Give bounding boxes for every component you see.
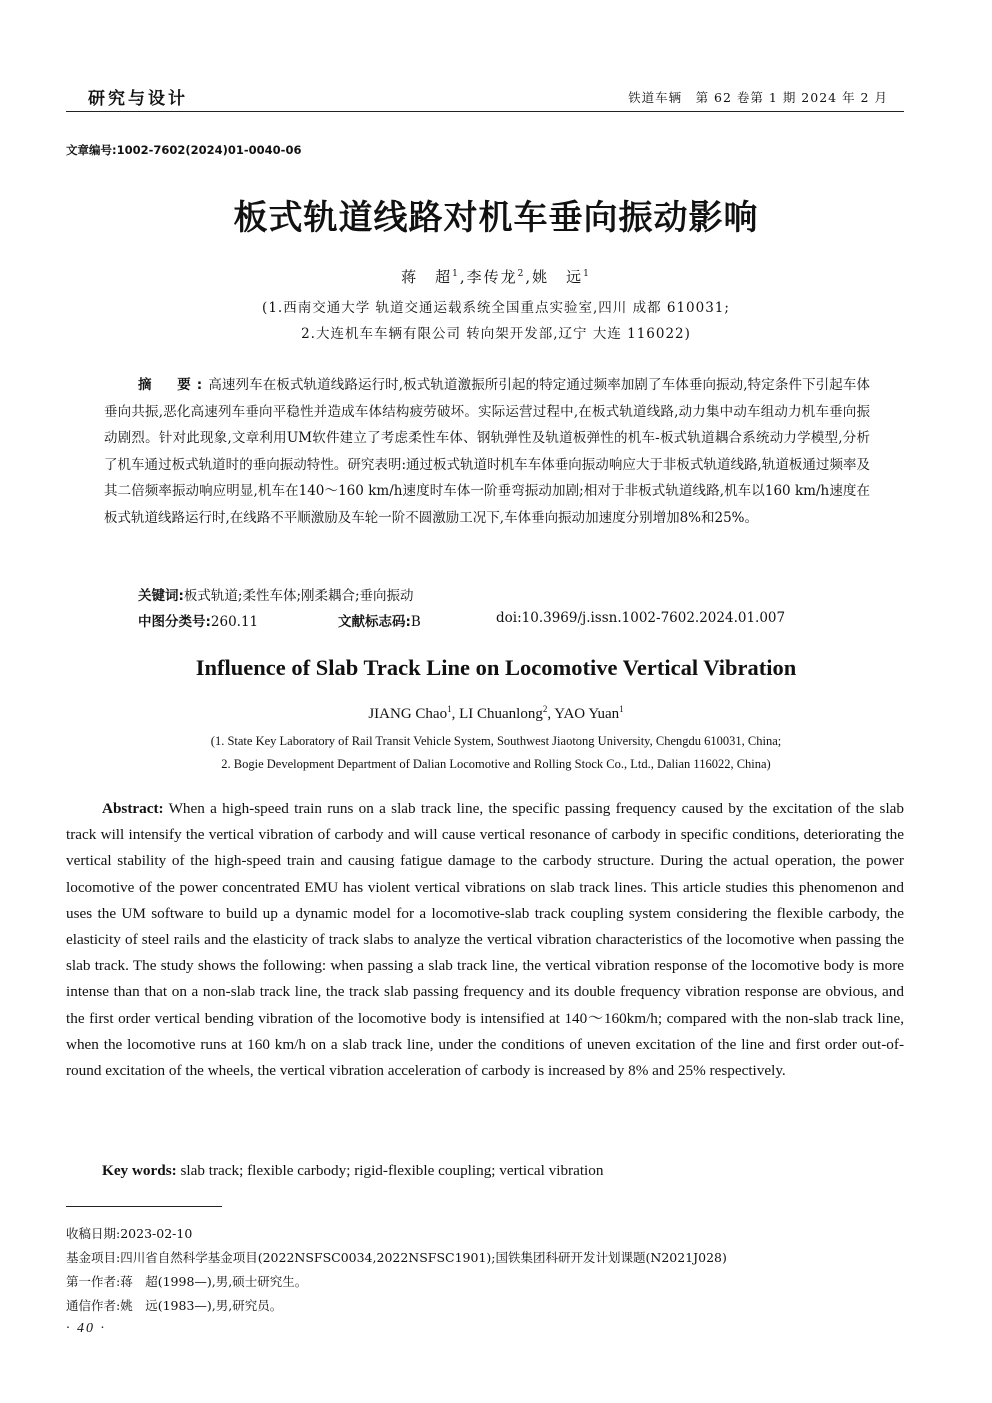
keywords-chinese-label: 关键词:: [138, 588, 184, 604]
affiliation-english-2: 2. Bogie Development Department of Dalian Locomotive and Rolling Stock Co., Ltd., Dalian 116022, China): [221, 757, 771, 771]
abstract-english-text: When a high-speed train runs on a slab track line, the specific passing frequency caused by the excitation of the slab track will intensify the vertical vibration of carbody and will cause vertical resonance of carbody in specific conditions, deteriorating the vertical stability of the high-speed train and causing fatigue damage to the carbody structure. During the actual operation, the power locomotive of the power concentrated EMU has violent vertical vibrations on slab track lines. This article studies this phenomenon and uses the UM software to build up a dynamic model for a locomotive-slab track coupling system considering the flexible carbody, the elasticity of steel rails and the elasticity of track slabs to analyze the vertical vibration characteristics of the locomotive when passing the slab track. The study shows the following: when passing a slab track line, the vertical vibration response of the locomotive body is more intense than that on a non-slab track line, the track slab passing frequency and its double frequency vibration response are obvious, and the first order vertical bending vibration of the locomotive body is intensified at 140～160km/h; compared with the non-slab track line, when the locomotive runs at 160 km/h on a slab track line, under the conditions of uneven excitation of the line and first order out-of-round excitation of the wheels, the vertical vibration acceleration of carbody is increased by 8% and 25% respectively.: [66, 800, 904, 1080]
author-en-2: , LI Chuanlong: [451, 706, 543, 722]
affiliation-chinese-2: 2.大连机车车辆有限公司 转向架开发部,辽宁 大连 116022): [301, 326, 691, 342]
clc-label: 中图分类号:: [138, 614, 211, 630]
header-rule: [66, 111, 904, 112]
affiliation-chinese-1: (1.西南交通大学 轨道交通运载系统全国重点实验室,四川 成都 610031;: [262, 300, 730, 316]
author-en-3-affil: 1: [619, 704, 624, 714]
abstract-english-label: Abstract:: [102, 800, 164, 817]
author-2: 李传龙: [466, 268, 518, 286]
author-3: 姚 远: [532, 268, 584, 286]
author-en-1: JIANG Chao: [368, 706, 448, 722]
author-en-3: , YAO Yuan: [547, 706, 620, 722]
author-3-affil: 1: [583, 269, 591, 279]
footnote-funding: 基金项目:四川省自然科学基金项目(2022NSFSC0034,2022NSFSC1901);国铁集团科研开发计划课题(N2021J028): [66, 1250, 727, 1265]
author-1-affil: 1: [452, 269, 460, 279]
footnote-corresponding-author: 通信作者:姚 远(1983—),男,研究员。: [66, 1298, 283, 1313]
title-chinese: 板式轨道线路对机车垂向振动影响: [233, 198, 759, 238]
footnote-rule: [66, 1206, 222, 1207]
authors-chinese: [0, 266, 992, 287]
keywords-english: [102, 1162, 603, 1180]
affiliation-english-1: (1. State Key Laboratory of Rail Transit Vehicle System, Southwest Jiaotong University, Chengdu 610031, China;: [210, 734, 782, 748]
abstract-chinese-label: 摘 要:: [138, 377, 209, 393]
author-1: 蒋 超: [401, 268, 453, 286]
keywords-chinese-text: 板式轨道;柔性车体;刚柔耦合;垂向振动: [183, 588, 414, 604]
article-number: 文章编号:1002-7602(2024)01-0040-06: [66, 143, 302, 157]
footnote-first-author: 第一作者:蒋 超(1998—),男,硕士研究生。: [66, 1274, 308, 1289]
author-en-2-affil: 2: [542, 704, 548, 714]
keywords-english-text: slab track; flexible carbody; rigid-flexible coupling; vertical vibration: [176, 1162, 604, 1179]
abstract-chinese: [104, 372, 870, 531]
doc-code: [338, 610, 421, 630]
author-2-affil: 2: [517, 269, 526, 279]
doc-code-label: 文献标志码:: [338, 614, 411, 630]
authors-english: [0, 706, 992, 723]
doc-code-value: B: [410, 614, 421, 630]
page-number: · 40 ·: [66, 1321, 106, 1336]
title-english: Influence of Slab Track Line on Locomotive Vertical Vibration: [195, 655, 797, 680]
author-sep: ,: [525, 268, 533, 286]
author-en-1-affil: 1: [447, 704, 452, 714]
keywords-chinese: [138, 584, 414, 604]
running-header-journal: 铁道车辆 第 62 卷第 1 期 2024 年 2 月: [628, 90, 888, 105]
abstract-english: [66, 796, 904, 1084]
running-header-section: 研究与设计: [88, 89, 188, 109]
abstract-chinese-text: 高速列车在板式轨道线路运行时,板式轨道激振所引起的特定通过频率加剧了车体垂向振动,特定条件下引起车体垂向共振,恶化高速列车垂向平稳性并造成车体结构疲劳破坏。实际运营过程中,在板式轨道线路,动力集中动车组动力机车垂向振动剧烈。针对此现象,文章利用UM软件建立了考虑柔性车体、钢轨弹性及轨道板弹性的机车-板式轨道耦合系统动力学模型,分析了机车通过板式轨道时的垂向振动特性。研究表明:通过板式轨道时机车车体垂向振动响应大于非板式轨道线路,轨道板通过频率及其二倍频率振动响应明显,机车在140～160 km/h速度时车体一阶垂弯振动加剧;相对于非板式轨道线路,机车以160 km/h速度在板式轨道线路运行时,在线路不平顺激励及车轮一阶不圆激励工况下,车体垂向振动加速度分别增加8%和25%。: [104, 377, 870, 526]
author-sep: ,: [459, 268, 467, 286]
footnote-received: 收稿日期:2023-02-10: [66, 1226, 193, 1241]
clc-value: 260.11: [210, 614, 259, 630]
classification-line: [138, 610, 258, 630]
keywords-english-label: Key words:: [102, 1162, 177, 1179]
doi: doi:10.3969/j.issn.1002-7602.2024.01.007: [496, 610, 786, 626]
